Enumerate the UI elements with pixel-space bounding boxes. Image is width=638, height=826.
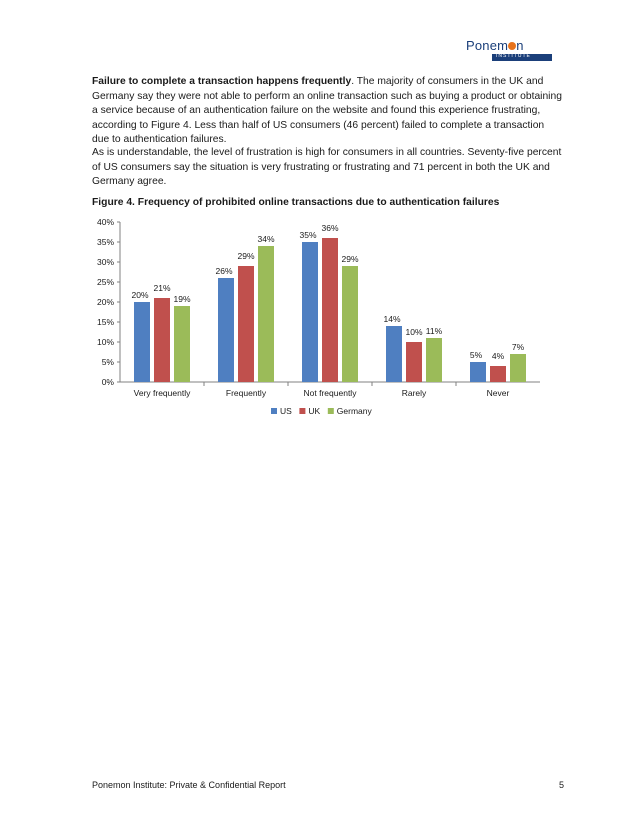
y-tick-label: 15% bbox=[96, 317, 114, 327]
legend-swatch-germany bbox=[328, 408, 334, 414]
bar-uk bbox=[406, 342, 422, 382]
y-tick-label: 25% bbox=[96, 277, 114, 287]
y-tick-label: 40% bbox=[96, 217, 114, 227]
data-label: 10% bbox=[405, 327, 423, 337]
data-label: 14% bbox=[383, 314, 401, 324]
x-tick-label: Rarely bbox=[401, 388, 427, 398]
data-label: 7% bbox=[511, 342, 525, 352]
logo-sun-icon bbox=[508, 42, 516, 50]
bar-us bbox=[386, 326, 402, 382]
bar-germany bbox=[258, 246, 274, 382]
bar-us bbox=[470, 362, 486, 382]
data-label: 20% bbox=[131, 290, 149, 300]
bar-us bbox=[218, 278, 234, 382]
data-label: 4% bbox=[491, 351, 505, 361]
bar-uk bbox=[322, 238, 338, 382]
bar-us bbox=[134, 302, 150, 382]
legend-label-germany: Germany bbox=[336, 406, 372, 416]
data-label: 29% bbox=[237, 251, 255, 261]
y-tick-label: 30% bbox=[96, 257, 114, 267]
data-label: 36% bbox=[321, 223, 339, 233]
data-label: 29% bbox=[341, 254, 359, 264]
y-tick-label: 10% bbox=[96, 337, 114, 347]
y-tick-label: 20% bbox=[96, 297, 114, 307]
bar-germany bbox=[174, 306, 190, 382]
bar-uk bbox=[154, 298, 170, 382]
bar-germany bbox=[510, 354, 526, 382]
x-tick-label: Very frequently bbox=[133, 388, 191, 398]
ponemon-logo bbox=[462, 36, 556, 64]
figure-title: Figure 4. Frequency of prohibited online transactions due to authentication failures bbox=[92, 197, 500, 208]
x-tick-label: Frequently bbox=[225, 388, 267, 398]
data-label: 5% bbox=[469, 350, 483, 360]
bar-uk bbox=[490, 366, 506, 382]
data-label: 35% bbox=[299, 230, 317, 240]
x-tick-label: Never bbox=[486, 388, 510, 398]
y-tick-label: 0% bbox=[101, 377, 114, 387]
legend-label-uk: UK bbox=[308, 406, 321, 416]
y-tick-label: 5% bbox=[101, 357, 114, 367]
footer-text: Ponemon Institute: Private & Confidential Report bbox=[92, 780, 286, 790]
data-label: 34% bbox=[257, 234, 275, 244]
y-tick-label: 35% bbox=[96, 237, 114, 247]
legend-swatch-uk bbox=[299, 408, 305, 414]
data-label: 19% bbox=[173, 294, 191, 304]
bar-chart bbox=[78, 212, 558, 427]
page-number: 5 bbox=[559, 780, 565, 790]
paragraph-failure bbox=[92, 75, 562, 148]
bar-us bbox=[302, 242, 318, 382]
bar-germany bbox=[342, 266, 358, 382]
legend-swatch-us bbox=[271, 408, 277, 414]
bar-germany bbox=[426, 338, 442, 382]
data-label: 26% bbox=[215, 266, 233, 276]
data-label: 11% bbox=[425, 326, 443, 336]
logo-wordmark: Ponem n bbox=[466, 38, 524, 53]
data-label: 21% bbox=[153, 283, 171, 293]
paragraph-lead: Failure to complete a transaction happens frequently bbox=[92, 76, 352, 87]
paragraph-frustration: As is understandable, the level of frustration is high for consumers in all countries. Seventy-five percent of US consumers say the situation is very frustrating or frustrating and 71 percent in both the UK and Germany agree. bbox=[92, 147, 562, 187]
paragraph-body: . The majority of consumers in the UK and Germany say they were not able to perform an online transaction such as buying a product or obtaining a service because of an authentication failure on the website and found this experience frustrating, according to Figure 4. Less than half of US consumers (46 percent) failed to complete a transaction due to authentication failures. bbox=[92, 76, 562, 145]
logo-subtitle: INSTITUTE bbox=[496, 53, 531, 59]
x-tick-label: Not frequently bbox=[303, 388, 357, 398]
bar-uk bbox=[238, 266, 254, 382]
legend-label-us: US bbox=[280, 406, 292, 416]
